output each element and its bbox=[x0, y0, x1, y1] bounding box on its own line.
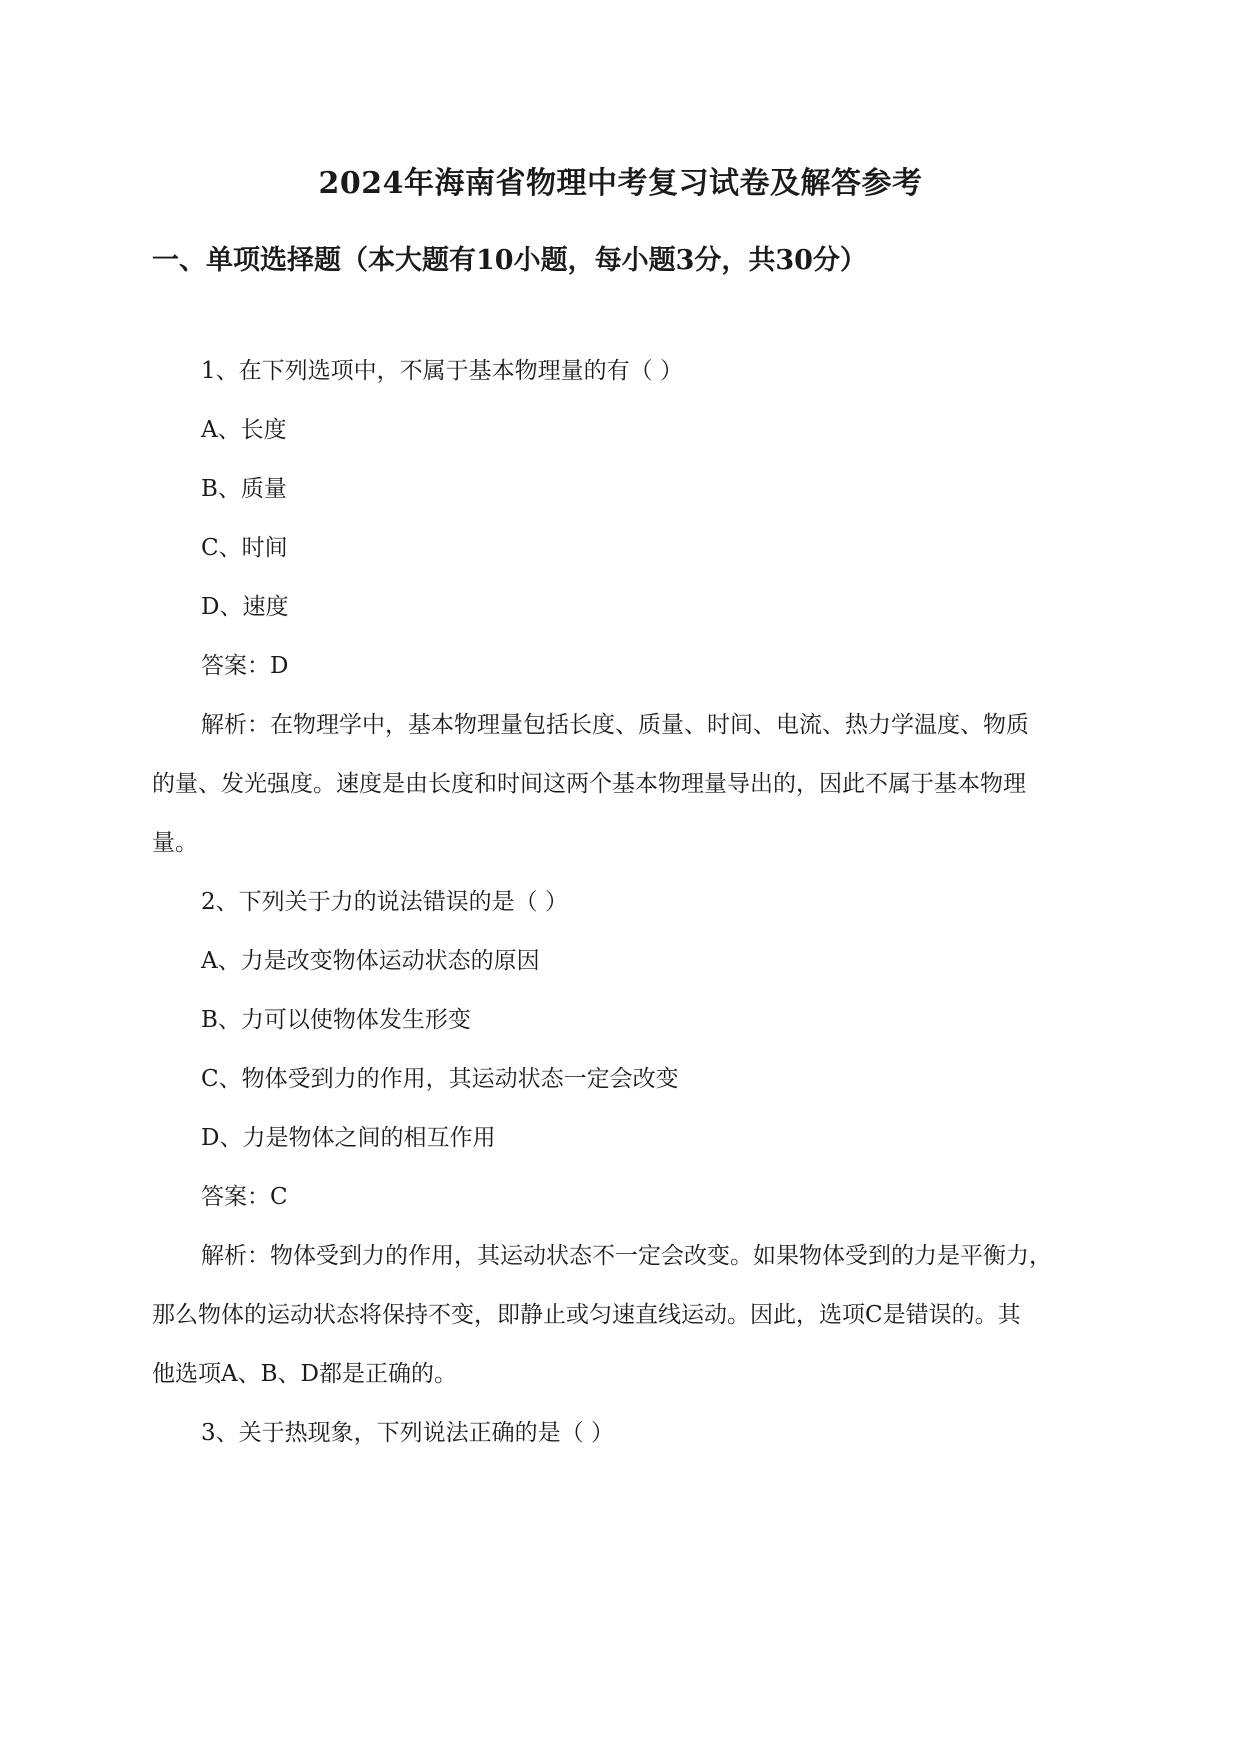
question-2-stem: 2、下列关于力的说法错误的是（ ） bbox=[201, 889, 568, 915]
question-1-analysis-line: 量。 bbox=[152, 830, 198, 856]
question-2-option-c: C、物体受到力的作用，其运动状态一定会改变 bbox=[201, 1066, 679, 1092]
question-1-option-b: B、质量 bbox=[201, 476, 287, 502]
question-1-stem: 1、在下列选项中，不属于基本物理量的有（ ） bbox=[201, 358, 683, 384]
question-3-stem: 3、关于热现象，下列说法正确的是（ ） bbox=[201, 1420, 614, 1446]
document-title: 2024年海南省物理中考复习试卷及解答参考 bbox=[318, 166, 923, 201]
question-1-analysis-line: 的量、发光强度。速度是由长度和时间这两个基本物理量导出的，因此不属于基本物理 bbox=[152, 771, 1026, 797]
section-heading: 一、单项选择题（本大题有10小题，每小题3分，共30分） bbox=[152, 245, 867, 276]
question-1-option-d: D、速度 bbox=[201, 594, 289, 620]
question-2-answer: 答案：C bbox=[201, 1184, 288, 1210]
question-2-analysis-line: 他选项A、B、D都是正确的。 bbox=[152, 1361, 457, 1387]
question-1-option-c: C、时间 bbox=[201, 535, 288, 561]
question-2-option-d: D、力是物体之间的相互作用 bbox=[201, 1125, 496, 1151]
question-2-option-b: B、力可以使物体发生形变 bbox=[201, 1007, 471, 1033]
question-1-answer: 答案：D bbox=[201, 653, 289, 679]
question-2-analysis-line: 那么物体的运动状态将保持不变，即静止或匀速直线运动。因此，选项C是错误的。其 bbox=[152, 1302, 1021, 1328]
question-2-analysis-line: 解析：物体受到力的作用，其运动状态不一定会改变。如果物体受到的力是平衡力， bbox=[201, 1243, 1052, 1269]
question-1-analysis-line: 解析：在物理学中，基本物理量包括长度、质量、时间、电流、热力学温度、物质 bbox=[201, 712, 1029, 738]
question-2-option-a: A、力是改变物体运动状态的原因 bbox=[201, 948, 540, 974]
question-1-option-a: A、长度 bbox=[201, 417, 287, 443]
